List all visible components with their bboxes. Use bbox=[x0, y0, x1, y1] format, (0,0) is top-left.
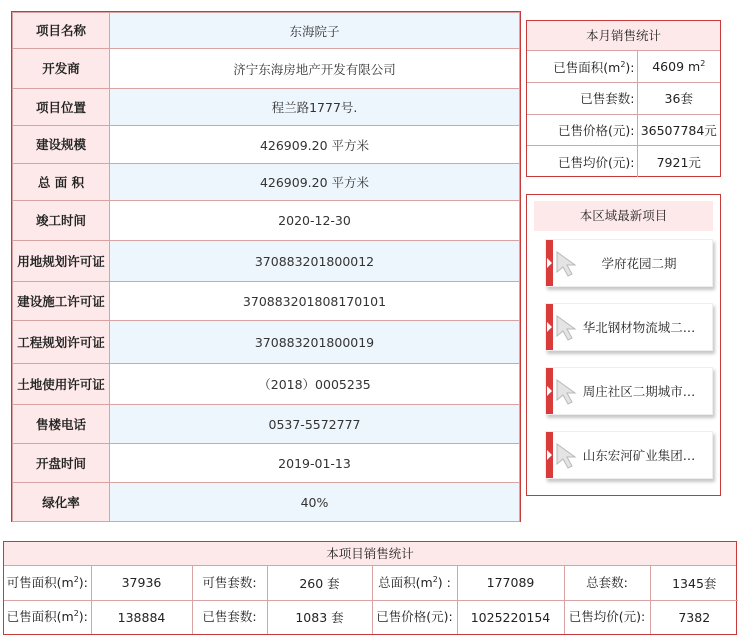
info-row-value: 东海院子 bbox=[110, 13, 520, 49]
marker-icon bbox=[546, 304, 553, 350]
project-info-table bbox=[11, 11, 521, 522]
monthly-sales-row bbox=[527, 114, 720, 146]
info-row-value: 370883201808170101 bbox=[110, 282, 520, 321]
latest-project-link[interactable] bbox=[545, 303, 713, 351]
info-row-value: 0537-5572777 bbox=[110, 405, 520, 444]
info-row-label: 开盘时间 bbox=[13, 444, 110, 483]
info-row-label: 售楼电话 bbox=[13, 405, 110, 444]
info-row bbox=[13, 483, 520, 522]
sold-units-value: 1083 套 bbox=[267, 600, 372, 634]
project-sales-panel bbox=[3, 541, 737, 635]
total-area-label: 总面积$(m^2)$ : bbox=[372, 566, 457, 600]
monthly-sales-value: 36507784元 bbox=[637, 114, 720, 146]
monthly-sales-row bbox=[527, 146, 720, 178]
monthly-sales-label: 已售价格(元): bbox=[527, 114, 637, 146]
sold-price-label: 已售价格(元): bbox=[372, 600, 457, 634]
info-row bbox=[13, 444, 520, 483]
available-area-label: 可售面积$(m^2)$: bbox=[4, 566, 91, 600]
project-sales-row-sold bbox=[4, 600, 738, 634]
info-row bbox=[13, 364, 520, 405]
info-row bbox=[13, 126, 520, 164]
info-row-label: 工程规划许可证 bbox=[13, 321, 110, 364]
info-row bbox=[13, 164, 520, 201]
info-row bbox=[13, 201, 520, 241]
monthly-sales-value: 7921元 bbox=[656, 154, 701, 170]
info-row-label: 项目名称 bbox=[13, 13, 110, 49]
info-row bbox=[13, 241, 520, 282]
info-row bbox=[13, 89, 520, 126]
latest-projects-title: 本区域最新项目 bbox=[534, 201, 713, 231]
info-row-label: 项目位置 bbox=[13, 89, 110, 126]
info-row-label: 土地使用许可证 bbox=[13, 364, 110, 405]
sold-area-value: 138884 bbox=[91, 600, 192, 634]
project-sales-row-available bbox=[4, 566, 738, 600]
info-row-value: 程兰路1777号. bbox=[110, 89, 520, 126]
info-row-value: 426909.20 平方米 bbox=[110, 126, 520, 164]
latest-project-name: 华北钢材物流城二… bbox=[582, 320, 696, 335]
info-row-value: （2018）0005235 bbox=[110, 364, 520, 405]
info-row-label: 竣工时间 bbox=[13, 201, 110, 241]
monthly-sales-panel bbox=[526, 20, 721, 177]
sold-area-label: 已售面积$(m^2)$: bbox=[4, 600, 91, 634]
marker-icon bbox=[546, 240, 553, 286]
monthly-sales-row bbox=[527, 83, 720, 115]
info-row-label: 开发商 bbox=[13, 49, 110, 89]
info-row bbox=[13, 321, 520, 364]
available-units-value: 260 套 bbox=[267, 566, 372, 600]
avg-price-value: 7382 bbox=[650, 600, 738, 634]
info-row bbox=[13, 13, 520, 49]
total-units-label: 总套数: bbox=[564, 566, 650, 600]
info-row-label: 建设施工许可证 bbox=[13, 282, 110, 321]
info-row-value: 2020-12-30 bbox=[110, 201, 520, 241]
sold-price-value: 1025220154 bbox=[457, 600, 564, 634]
info-row-value: 370883201800019 bbox=[110, 321, 520, 364]
info-row bbox=[13, 405, 520, 444]
monthly-sales-row bbox=[527, 51, 720, 83]
info-row-label: 建设规模 bbox=[13, 126, 110, 164]
info-row-value: 济宁东海房地产开发有限公司 bbox=[110, 49, 520, 89]
latest-project-name: 学府花园二期 bbox=[601, 256, 677, 271]
total-area-value: 177089 bbox=[457, 566, 564, 600]
monthly-sales-value: 4609 $m^2$ bbox=[637, 51, 720, 83]
available-area-value: 37936 bbox=[91, 566, 192, 600]
latest-project-link[interactable] bbox=[545, 239, 713, 287]
project-sales-title: 本项目销售统计 bbox=[4, 542, 736, 566]
marker-icon bbox=[546, 368, 553, 414]
monthly-sales-label: 已售面积$(m^2)$: bbox=[527, 51, 637, 83]
total-units-value: 1345套 bbox=[650, 566, 738, 600]
monthly-sales-title: 本月销售统计 bbox=[527, 21, 720, 51]
monthly-sales-label: 已售套数: bbox=[527, 83, 637, 115]
info-row-label: 用地规划许可证 bbox=[13, 241, 110, 282]
info-row-label: 总 面 积 bbox=[13, 164, 110, 201]
info-row-value: 2019-01-13 bbox=[110, 444, 520, 483]
info-row-value: 40% bbox=[110, 483, 520, 522]
info-row-label: 绿化率 bbox=[13, 483, 110, 522]
latest-project-name: 周庄社区二期城市… bbox=[582, 384, 696, 399]
latest-project-link[interactable] bbox=[545, 431, 713, 479]
marker-icon bbox=[546, 432, 553, 478]
avg-price-label: 已售均价(元): bbox=[564, 600, 650, 634]
monthly-sales-value: 36套 bbox=[637, 83, 720, 115]
available-units-label: 可售套数: bbox=[192, 566, 267, 600]
monthly-sales-label: 已售均价(元): bbox=[527, 146, 637, 178]
latest-projects-panel bbox=[526, 194, 721, 496]
info-row-value: 426909.20 平方米 bbox=[110, 164, 520, 201]
latest-project-link[interactable] bbox=[545, 367, 713, 415]
latest-project-name: 山东宏河矿业集团… bbox=[582, 448, 696, 463]
sold-units-label: 已售套数: bbox=[192, 600, 267, 634]
info-row bbox=[13, 49, 520, 89]
info-row-value: 370883201800012 bbox=[110, 241, 520, 282]
info-row bbox=[13, 282, 520, 321]
